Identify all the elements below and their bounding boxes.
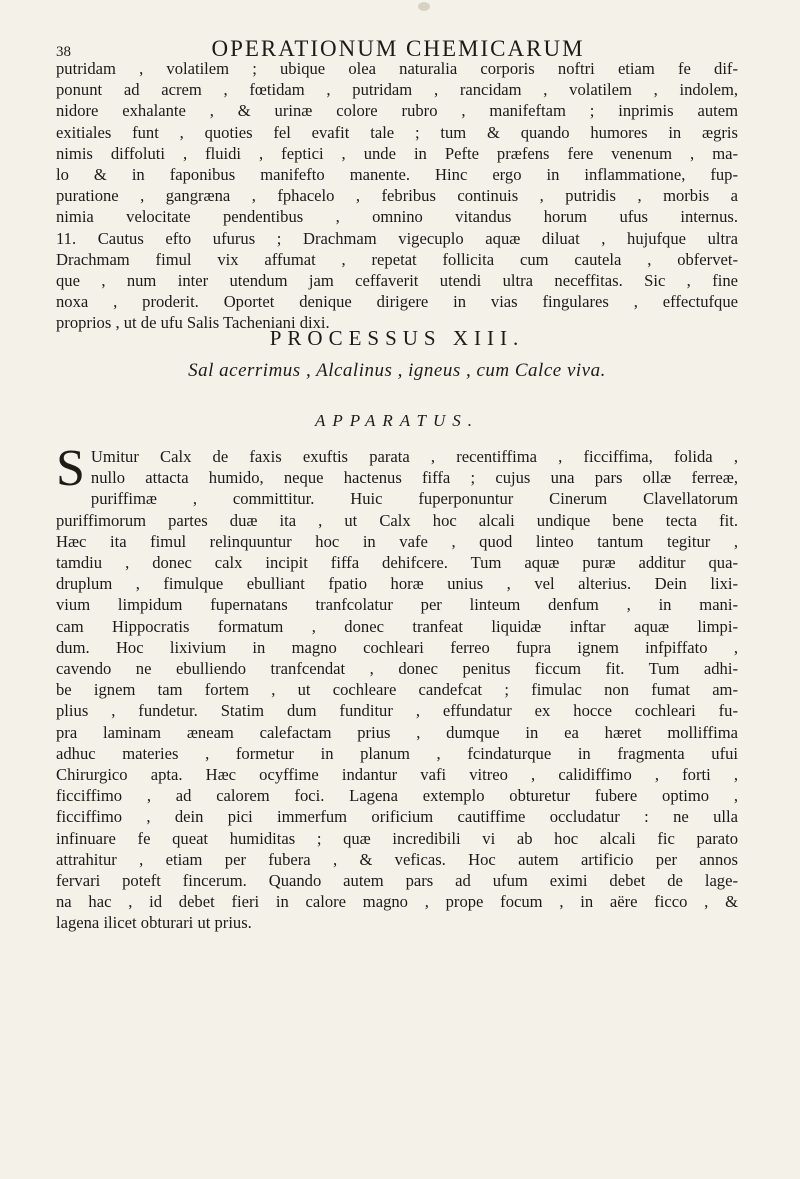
text-line: fervari poteft fincerum. Quando autem pars ad ufum eximi debet de lage- bbox=[56, 871, 738, 891]
text-line: ficciffimo , dein pici immerfum orificium cautiffime occludatur : ne ulla bbox=[56, 807, 738, 827]
text-line: dum. Hoc lixivium in magno cochleari ferreo fupra ignem infpiffato , bbox=[56, 637, 738, 657]
process-title: PROCESSUS XIII. bbox=[269, 326, 525, 350]
apparatus-title: APPARATUS. bbox=[315, 411, 479, 430]
text-line: proprios , ut de ufu Salis Tacheniani dixi. bbox=[56, 313, 330, 333]
text-line: puratione , gangræna , fphacelo , febribus continuis , putridis , morbis a bbox=[56, 186, 738, 206]
text-line: Drachmam fimul vix affumat , repetat follicita cum cautela , obfervet- bbox=[56, 249, 738, 269]
text-line: que , num inter utendum jam ceffaverit utendi ultra neceffitas. Sic , fine bbox=[56, 271, 738, 291]
apparatus-paragraph bbox=[56, 440, 738, 934]
text-line: lagena ilicet obturari ut prius. bbox=[56, 913, 252, 933]
text-line: nidore exhalante , & urinæ colore rubro , manifeftam ; inprimis autem bbox=[56, 101, 738, 121]
text-line: attrahitur , etiam per fubera , & veficas. Hoc autem artificio per annos bbox=[56, 849, 738, 869]
paper-stain bbox=[418, 2, 430, 11]
paragraph-continuation bbox=[56, 58, 738, 334]
text-line: druplum , fimulque ebulliant fpatio horæ unius , vel alterius. Dein lixi- bbox=[56, 574, 738, 594]
text-line: lo & in faponibus manifefto manente. Hinc ergo in inflammatione, fup- bbox=[56, 165, 738, 185]
text-line: 11. Cautus efto ufurus ; Drachmam vigecuplo aquæ diluat , hujufque ultra bbox=[56, 228, 738, 248]
text-line: plius , fundetur. Statim dum funditur , effundatur ex hocce cochleari fu- bbox=[56, 701, 738, 721]
text-line: na hac , id debet fieri in calore magno , prope focum , in aëre ficco , & bbox=[56, 892, 738, 912]
text-line: tamdiu , donec calx incipit fiffa dehifcere. Tum aquæ puræ additur qua- bbox=[56, 553, 738, 573]
text-line: cavendo ne ebulliendo tranfcendat , donec penitus ficcum fit. Tum adhi- bbox=[56, 659, 738, 679]
text-line: noxa , proderit. Oportet denique dirigere in vias fingulares , effectufque bbox=[56, 292, 738, 312]
text-line: adhuc materies , formetur in planum , fcindaturque in fragmenta ufui bbox=[56, 743, 738, 763]
text-line: nimia velocitate pendentibus , omnino vitandus horum ufus internus. bbox=[56, 207, 738, 227]
text-line: puriffimæ , committitur. Huic fuperponuntur Cinerum Clavellatorum bbox=[90, 489, 738, 509]
text-line: nullo attacta humido, neque hactenus fiffa ; cujus una pars ollæ ferreæ, bbox=[90, 468, 738, 488]
text-line: Umitur Calx de faxis exuftis parata , recentiffima , ficciffima, folida , bbox=[90, 447, 738, 466]
text-line: Chirurgico apta. Hæc ocyffime indantur vafi vitreo , calidiffimo , forti , bbox=[56, 765, 738, 785]
text-line: putridam , volatilem ; ubique olea naturalia corporis noftri etiam fe dif- bbox=[56, 59, 738, 78]
text-line: infinuare fe queat humiditas ; quæ incredibili vi ab hoc alcali fic parato bbox=[56, 828, 738, 848]
text-line: cam Hippocratis formatum , donec tranfeat liquidæ inftar aquæ limpi- bbox=[56, 616, 738, 636]
text-line: nimis diffoluti , fluidi , feptici , unde in Pefte præfens fere venenum , ma- bbox=[56, 143, 738, 163]
text-line: puriffimorum partes duæ ita , ut Calx hoc alcali undique bene tecta fit. bbox=[56, 510, 738, 530]
text-line: ficciffimo , ad calorem foci. Lagena extemplo obturetur fubere optimo , bbox=[56, 786, 738, 806]
text-line: pra laminam æneam calefactam prius , dumque in ea hæret molliffima bbox=[56, 722, 738, 742]
running-head: OPERATIONUM CHEMICARUM bbox=[211, 36, 585, 61]
text-line: vium limpidum fupernatans tranfcolatur per linteum denfum , in mani- bbox=[56, 595, 738, 615]
text-line: exitiales funt , quoties fel evafit tale ; tum & quando humores in ægris bbox=[56, 122, 738, 142]
process-subtitle: Sal acerrimus , Alcalinus , igneus , cum Calce viva. bbox=[188, 360, 606, 381]
drop-cap: S bbox=[56, 440, 85, 497]
text-line: ponunt ad acrem , fœtidam , putridam , rancidam , volatilem , indolem, bbox=[56, 80, 738, 100]
page-number: 38 bbox=[56, 44, 71, 60]
text-line: be ignem tam fortem , ut cochleare candefcat ; fimulac non fumat am- bbox=[56, 680, 738, 700]
text-line: Hæc ita fimul relinquuntur hoc in vafe , quod linteo tantum tegitur , bbox=[56, 531, 738, 551]
